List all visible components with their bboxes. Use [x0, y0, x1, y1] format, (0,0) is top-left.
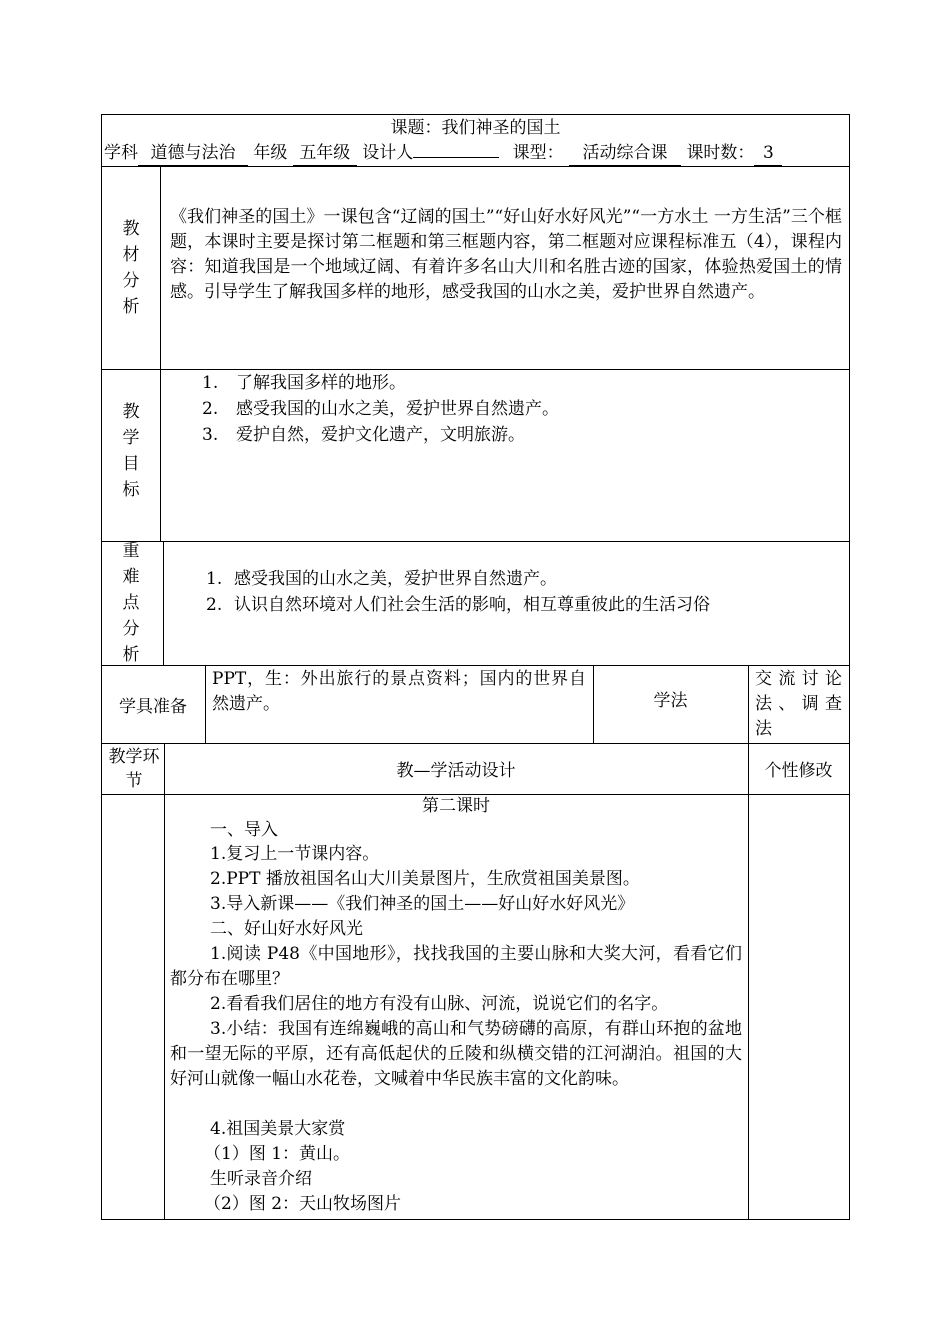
row-divider: [101, 541, 850, 542]
hours-value: 3: [754, 141, 782, 166]
material-text: 《我们神圣的国土》一课包含“辽阔的国土”“好山好水好风光”“一方水土 一方生活”三个框题，本课时主要是探讨第二框题和第三框题内容，第二框题对应课程标准五（4），课程内容：知道我国是一个地域辽阔、有着许多名山大川和名胜古迹的国家，体验热爱国土的情感。引导学生了解我国多样的地形，感受我国的山水之美，爱护世界自然遗产。: [170, 207, 842, 302]
list-item: 3. 爱护自然，爱护文化遗产，文明旅游。: [202, 425, 525, 445]
lesson-line: 2.看看我们居住的地方有没有山脉、河流，说说它们的名字。: [210, 994, 669, 1014]
prep-text: PPT，生：外出旅行的景点资料；国内的世界自然遗产。: [212, 669, 586, 714]
prep-label: 学具准备: [119, 696, 187, 717]
list-item: 1. 感受我国的山水之美，爱护世界自然遗产。: [206, 569, 557, 589]
grade-value: 五年级: [293, 141, 357, 166]
table-bottom-border: [101, 1219, 850, 1220]
col-divider: [163, 541, 164, 665]
row-divider: [101, 166, 850, 167]
lesson-line: 生听录音介绍: [210, 1169, 312, 1189]
lesson-line: （2）图 2：天山牧场图片: [204, 1194, 402, 1214]
keypoints-list: [206, 566, 846, 618]
table-top-border: [101, 114, 850, 115]
lesson-line: 1.复习上一节课内容。: [210, 844, 380, 864]
designer-value: [413, 157, 499, 158]
subject-value: 道德与法治: [138, 141, 248, 166]
method-label: 学法: [653, 690, 688, 711]
list-item: 2. 认识自然环境对人们社会生活的影响，相互尊重彼此的生活习俗: [206, 595, 710, 615]
material-label: 教 材 分 析: [122, 218, 140, 317]
grade-label: 年级: [253, 143, 288, 163]
session-title: 第二课时: [422, 796, 490, 816]
lesson-paragraph: 3.小结：我国有连绵巍峨的高山和气势磅礴的高原，有群山环抱的盆地和一望无际的平原，还有高低起伏的丘陵和纵横交错的江河湖泊。祖国的大好河山就像一幅山水花卷，文喊着中华民族丰富的文化韵味。: [170, 1019, 742, 1089]
lesson-line: 4.祖国美景大家赏: [210, 1119, 346, 1139]
lesson-line: 二、好山好水好风光: [210, 919, 363, 939]
lesson-paragraph: 1.阅读 P48《中国地形》，找找我国的主要山脉和大奖大河，看看它们都分布在哪里？: [170, 944, 742, 989]
list-item: 2. 感受我国的山水之美，爱护世界自然遗产。: [202, 399, 559, 419]
goals-list: [202, 370, 842, 448]
design-label: 教—学活动设计: [396, 761, 516, 781]
lesson-title: 课题：我们神圣的国土: [390, 118, 561, 138]
list-item: 1. 了解我国多样的地形。: [202, 373, 406, 393]
hours-label: 课时数：: [686, 143, 755, 163]
lesson-line: 2.PPT 播放祖国名山大川美景图片，生欣赏祖国美景图。: [210, 869, 640, 889]
keypoints-label: 重 难 点 分 析: [122, 541, 140, 665]
goals-label: 教 学 目 标: [122, 402, 140, 500]
header-meta-row: [104, 141, 848, 165]
method-value: 交流讨论法、调查法: [755, 669, 843, 739]
lesson-line: （1）图 1：黄山。: [204, 1144, 351, 1164]
type-value: 活动综合课: [569, 141, 681, 166]
designer-label: 设计人: [362, 143, 414, 163]
stage-label: 教学环节: [108, 746, 160, 791]
col-divider: [205, 665, 206, 743]
type-label: 课型：: [512, 143, 564, 163]
subject-label: 学科: [104, 143, 138, 163]
table-right-border: [849, 114, 850, 1220]
modify-label: 个性修改: [764, 761, 833, 781]
lesson-line: 一、导入: [210, 820, 278, 840]
lesson-line: 3.导入新课——《我们神圣的国土——好山好水好风光》: [210, 894, 635, 914]
